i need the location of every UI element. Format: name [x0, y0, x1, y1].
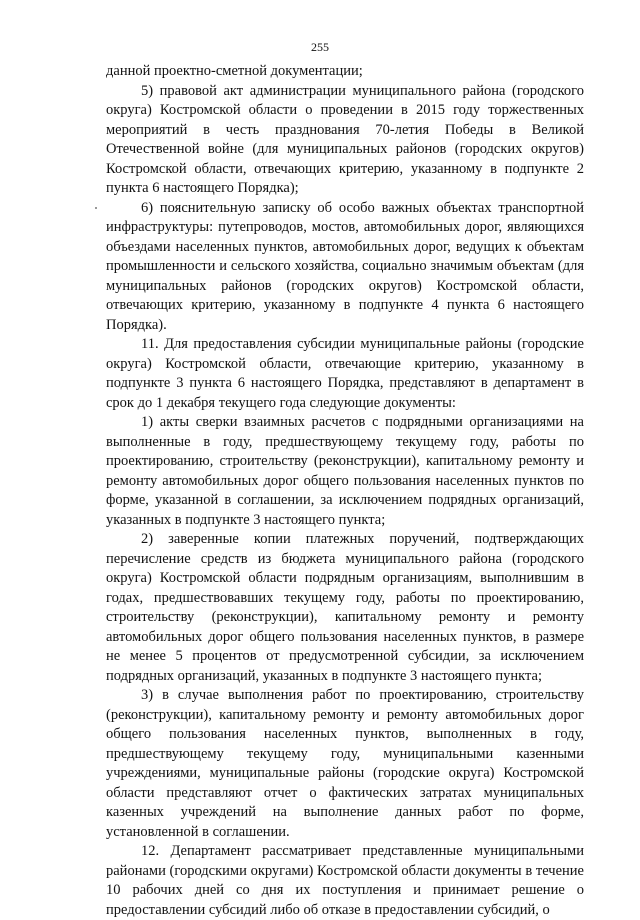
scan-speck — [95, 207, 97, 209]
paragraph-section-11: 11. Для предоставления субсидии муниципальные районы (городские округа) Костромской области, отвечающие критерию, указанному в подпункте 3 пункта 6 настоящего Порядка, представляют в департамент в срок до 1 декабря текущего года следующие документы: — [106, 336, 584, 411]
document-body — [106, 62, 584, 920]
paragraph-continuation: данной проектно-сметной документации; — [106, 63, 363, 79]
paragraph-item-6: 6) пояснительную записку об особо важных объектах транспортной инфраструктуры: путепроводов, мостов, автомобильных дорог, являющихся объездами населенных пунктов, автомобильных дорог, ведущих к объектам промышленности и сельского хозяйства, социально значимым объектам (для муниципальных районов (городских округов) Костромской области, отвечающих критерию, указанному в подпункте 4 пункта 6 настоящего Порядка). — [106, 199, 584, 333]
paragraph-section-11-item-1: 1) акты сверки взаимных расчетов с подрядными организациями на выполненные в году, предшествующему текущему году, работы по проектированию, строительству (реконструкции), капитальному ремонту и ремонту автомобильных дорог общего пользования населенных пунктов по форме, указанной в соглашении, за исключением подрядных организаций, указанных в подпункте 3 настоящего пункта; — [106, 414, 584, 528]
paragraph-section-11-item-3: 3) в случае выполнения работ по проектированию, строительству (реконструкции), капитальному ремонту и ремонту автомобильных дорог общего пользования населенных пунктов, выполненных в году, предшествующему текущему году, муниципальными казенными учреждениями, муниципальные районы (городские округа) Костромской области представляют отчет о фактических затратах муниципальных казенных учреждений на выполнение данных работ по форме, установленной в соглашении. — [106, 687, 584, 840]
page-number: 255 — [311, 40, 329, 54]
paragraph-section-11-item-2: 2) заверенные копии платежных поручений, подтверждающих перечисление средств из бюджета муниципального района (городского округа) Костромской области подрядным организациям, выполнившим в годах, предшествовавших текущему году, работы по проектированию, строительству (реконструкции), капитальному ремонту и ремонту автомобильных дорог общего пользования населенных пунктов, в размере не менее 5 процентов от предусмотренной субсидии, за исключением подрядных организаций, указанных в подпункте 3 настоящего пункта; — [106, 531, 584, 684]
paragraph-item-5: 5) правовой акт администрации муниципального района (городского округа) Костромской области о проведении в 2015 году торжественных мероприятий в честь празднования 70-летия Победы в Великой Отечественной войне (для муниципальных районов (городских округов) Костромской области, отвечающих критерию, указанному в подпункте 2 пункта 6 настоящего Порядка); — [106, 82, 584, 196]
paragraph-section-12: 12. Департамент рассматривает представленные муниципальными районами (городскими округами) Костромской области документы в течение 10 рабочих дней со дня их поступления и принимает решение о предоставлении субсидий либо об отказе в предоставлении субсидий, о — [106, 843, 584, 918]
